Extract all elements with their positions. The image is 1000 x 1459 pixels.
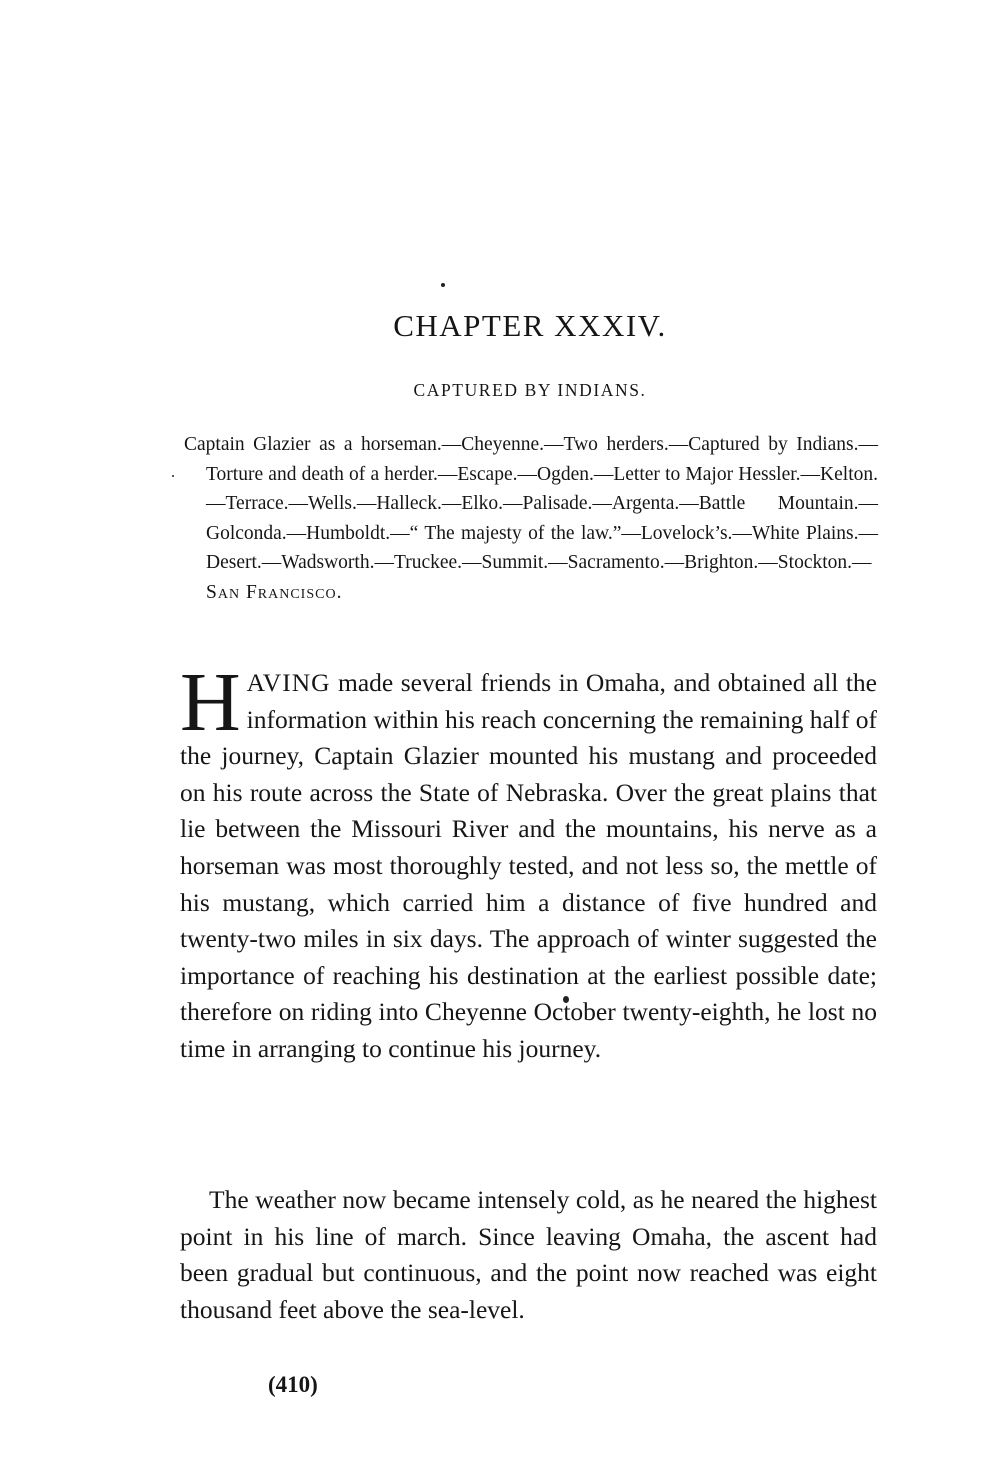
chapter-title: CHAPTER XXXIV. (393, 308, 667, 343)
chapter-subtitle: CAPTURED BY INDIANS. (413, 380, 647, 400)
synopsis-text: Captain Glazier as a horseman.—Cheyenne.—Two herders.—Captured by Indians.—Torture and death of a herder.—Escape.—Ogden.—Letter to Major Hessler.—Kelton.—Terrace.—Wells.—Halleck.—Elko.—Palisade.—Argenta.—Battle Mountain.—Golconda.—Humboldt.—“ The majesty of the law.”—Lovelock’s.—White Plains.—Desert.—Wadsworth.—Truckee.—Summit.—Sacramento.—Brighton.—Stockton.— (184, 434, 878, 573)
synopsis-final-place: San Francisco. (206, 581, 343, 603)
chapter-synopsis (184, 430, 878, 607)
paragraph-1 (180, 656, 877, 1068)
lead-word: AVING (246, 668, 331, 697)
drop-cap: H (180, 656, 241, 749)
page-number: (410) (268, 1372, 318, 1397)
paragraph-2: The weather now became intensely cold, as he neared the highest point in his line of march. Since leaving Omaha, the ascent had been gradual but continuous, and the point now reached was eight thousand feet above the sea-level. (180, 1185, 877, 1324)
ink-speck (441, 283, 445, 287)
ink-speck (172, 475, 174, 477)
paragraph-1-text: made several friends in Omaha, and obtained all the information within his reach concerning the remaining half of the journey, Captain Glazier mounted his mustang and proceeded on his route across the State of Nebraska. Over the great plains that lie between the Missouri River and the mountains, his nerve as a horseman was most thoroughly tested, and not less so, the mettle of his mustang, which carried him a distance of five hundred and twenty-two miles in six days. The approach of winter suggested the importance of reaching his destination at the earliest possible date; therefore on riding into Cheyenne October twenty-eighth, he lost no time in arranging to continue his journey. (180, 668, 877, 1063)
